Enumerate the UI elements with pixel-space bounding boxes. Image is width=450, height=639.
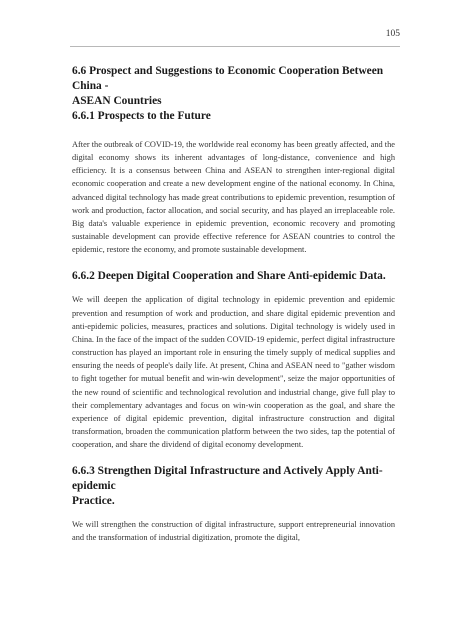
subsection-heading-662-dot: . xyxy=(382,270,386,283)
subsection-heading-663 xyxy=(72,464,395,509)
section-heading xyxy=(72,64,395,109)
page-number: 105 xyxy=(385,29,400,39)
section-heading-line2: ASEAN Countries xyxy=(72,95,162,107)
paragraph-662: We will deepen the application of digital technology in epidemic prevention and epidemic prevention and resumption of work and production, and share digital epidemic prevention and anti-epidemic policies, measures, practices and solutions. Digital technology is widely used in China. In the face of the impact of the sudden COVID-19 epidemic, perfect digital infrastructure construction has played an important role in ensuring the timely supply of medical supplies and ensuring the needs of people's daily life. At present, China and ASEAN need to "gather wisdom to fight together for mutual benefit and win-win development", seize the major opportunities of the new round of scientific and technological revolution and industrial change, give full play to their complementary advantages and focus on win-win cooperation as the goal, and share the experience of digital epidemic prevention, digital infrastructure construction and digital transformation, broaden the communication platform between the two sides, tap the potential of cooperation, and share the dividend of digital economy development. xyxy=(72,295,395,450)
section-heading-line1: 6.6 Prospect and Suggestions to Economic Cooperation Between China - xyxy=(72,65,384,92)
subsection-heading-663-line1: 6.6.3 Strengthen Digital Infrastructure and Actively Apply Anti-epidemic xyxy=(72,465,383,493)
paragraph-663: We will strengthen the construction of digital infrastructure, support entrepreneurial innovation and the transformation of industrial digitization, promote the digital, xyxy=(72,520,395,543)
subsection-heading-662-text: 6.6.2 Deepen Digital Cooperation and Share Anti-epidemic Data xyxy=(72,270,383,283)
subsection-heading-662 xyxy=(72,269,395,284)
subsection-heading-663-line2: Practice. xyxy=(72,495,115,508)
subsection-heading-661: 6.6.1 Prospects to the Future xyxy=(72,110,211,122)
page-content xyxy=(72,64,395,558)
paragraph-661: After the outbreak of COVID-19, the worldwide real economy has been greatly affected, and the digital economy shows its inherent advantages of long-distance, convenience and high efficiency. It is a consensus between China and ASEAN to strengthen inter-regional digital economic cooperation and create a new development engine of the national economy. In China, advanced digital technology has made great contributions to epidemic prevention, resumption of work and production, factor allocation, and social security, and has played an irreplaceable role. Big data's valuable experience in epidemic prevention, economic recovery and promoting sustainable development can provide effective reference for ASEAN countries to control the epidemic, restore the economy, and promote sustainable development. xyxy=(72,140,395,255)
header-rule xyxy=(70,46,400,47)
